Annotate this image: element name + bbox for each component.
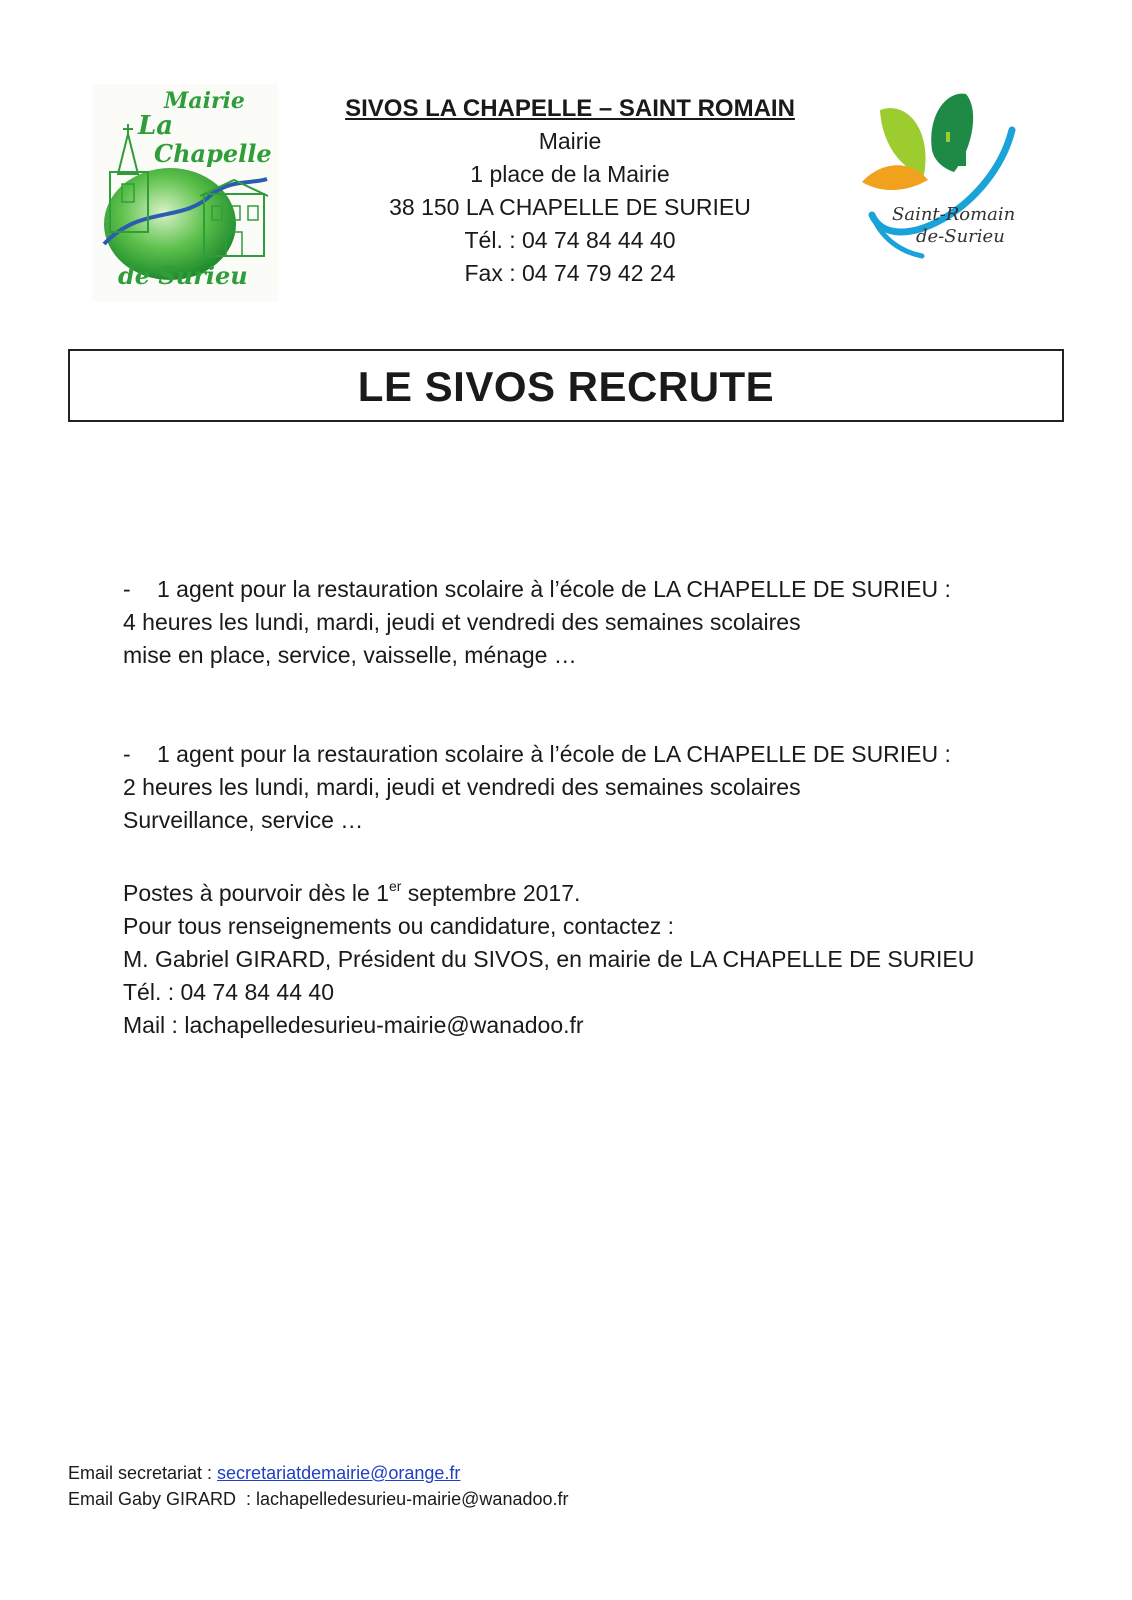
logo-left-surieu-text: de Surieu xyxy=(118,261,248,290)
footer-secretariat: Email secretariat : secretariatdemairie@orange.fr xyxy=(68,1463,461,1483)
logo-right-surieu-text: de-Surieu xyxy=(916,226,1005,247)
address-line: 1 place de la Mairie xyxy=(470,161,670,187)
contact-block xyxy=(123,910,1083,1042)
title-box xyxy=(68,349,1064,422)
saint-romain-logo xyxy=(862,90,1062,270)
job-offer-tasks: Surveillance, service … xyxy=(123,807,364,833)
job-offer-tasks: mise en place, service, vaisselle, ménage … xyxy=(123,642,577,668)
fax-line: Fax : 04 74 79 42 24 xyxy=(464,260,676,286)
contact-phone: Tél. : 04 74 84 44 40 xyxy=(123,979,334,1005)
contact-mail: Mail : lachapelledesurieu-mairie@wanadoo.fr xyxy=(123,1012,584,1038)
job-offer xyxy=(123,738,1083,837)
contact-person: M. Gabriel GIRARD, Président du SIVOS, en mairie de LA CHAPELLE DE SURIEU xyxy=(123,946,975,972)
la-chapelle-logo xyxy=(92,84,278,302)
logo-right-saint-romain-text: Saint-Romain xyxy=(892,204,1016,225)
footer-gaby: Email Gaby GIRARD : lachapelledesurieu-mairie@wanadoo.fr xyxy=(68,1489,569,1509)
address-line: Mairie xyxy=(538,128,602,154)
job-listing-body xyxy=(123,573,1083,1042)
bullet-dash: - xyxy=(123,741,131,767)
start-date: Postes à pourvoir dès le 1er septembre 2017. xyxy=(123,878,581,906)
contact-intro: Pour tous renseignements ou candidature, contactez : xyxy=(123,913,675,939)
saint-romain-logo-graphic xyxy=(862,90,1062,270)
la-chapelle-logo-graphic xyxy=(92,84,278,302)
bullet-dash: - xyxy=(123,576,131,602)
job-offer-hours: 4 heures les lundi, mardi, jeudi et vendredi des semaines scolaires xyxy=(123,609,801,635)
job-offer-title: 1 agent pour la restauration scolaire à l’école de LA CHAPELLE DE SURIEU : xyxy=(157,576,951,602)
page-title: LE SIVOS RECRUTE xyxy=(357,363,775,410)
job-offer-heading xyxy=(123,738,1083,771)
logo-left-chapelle-text: Chapelle xyxy=(154,139,272,168)
logo-left-mairie-text: Mairie xyxy=(164,88,245,114)
gaby-email: lachapelledesurieu-mairie@wanadoo.fr xyxy=(256,1489,569,1509)
logo-left-la-text: La xyxy=(138,111,174,141)
job-offer-heading xyxy=(123,573,1083,606)
organization-name: SIVOS LA CHAPELLE – SAINT ROMAIN xyxy=(345,95,795,122)
letterhead xyxy=(300,92,840,290)
secretariat-email-link[interactable]: secretariatdemairie@orange.fr xyxy=(217,1463,461,1483)
address-line: 38 150 LA CHAPELLE DE SURIEU xyxy=(389,194,751,220)
job-offer-title: 1 agent pour la restauration scolaire à l’école de LA CHAPELLE DE SURIEU : xyxy=(157,741,951,767)
footer xyxy=(68,1460,569,1512)
job-offer xyxy=(123,573,1083,672)
job-offer-hours: 2 heures les lundi, mardi, jeudi et vendredi des semaines scolaires xyxy=(123,774,801,800)
phone-line: Tél. : 04 74 84 44 40 xyxy=(464,227,676,253)
